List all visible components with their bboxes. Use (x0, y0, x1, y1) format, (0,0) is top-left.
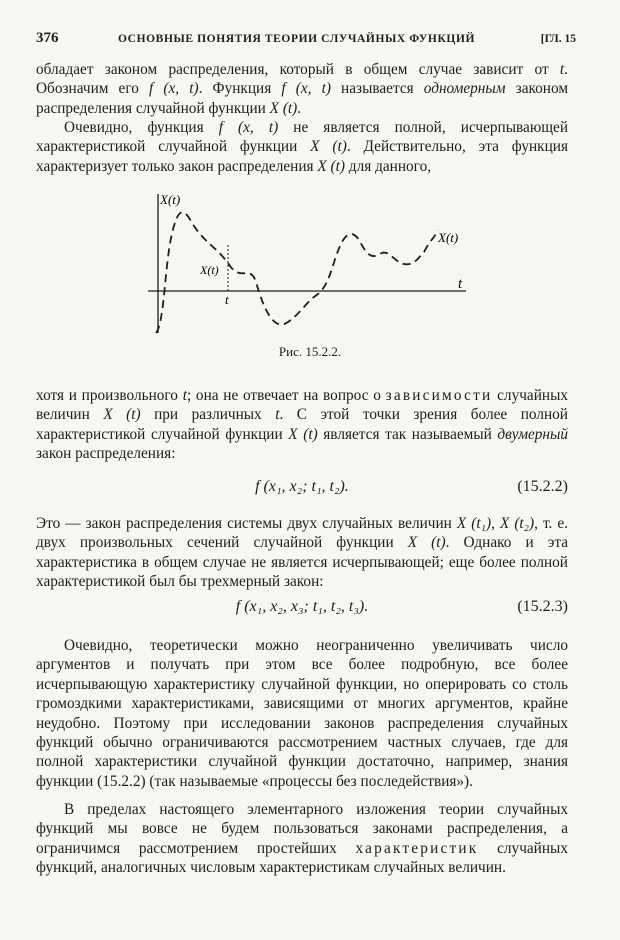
running-title: ОСНОВНЫЕ ПОНЯТИЯ ТЕОРИИ СЛУЧАЙНЫХ ФУНКЦИЙ (118, 33, 476, 45)
section-value-label: X(t) (200, 263, 219, 277)
paragraph-4: Это — закон распределения системы двух случайных величин X (t₁), X (t₂), т. е. двух произвольных сечений случайной функции X (t). Однако и эта характеристика в общем случае не является исчерпывающей; еще более полной характеристикой был бы трехмерный закон: (36, 515, 568, 591)
figure-caption: Рис. 15.2.2. (278, 344, 342, 359)
x-axis-label: t (458, 276, 463, 292)
formula-expression: f (x₁, x₂, x₃; t₁, t₂, t₃). (235, 598, 369, 615)
formula-15-2-3 (36, 598, 568, 620)
formula-15-2-2 (36, 478, 568, 500)
formula-number: (15.2.2) (517, 478, 568, 495)
formula-number: (15.2.3) (517, 598, 568, 615)
chapter-reference: [ГЛ. 15 (540, 33, 576, 45)
paragraph-5: Очевидно, теоретически можно неограниченно увеличивать число аргументов и получать при этом все более подробную, все более исчерпывающую характеристику случайной функции, но оперировать со столь громоздкими характеристиками, зависящими от многих аргументов, крайне неудобно. Поэтому при исследовании законов распределения случайных функций обычно ограничиваются рассмотрением частных случаев, где для полной характеристики случайной функции достаточно, например, знания функции (15.2.2) (так называемые «процессы без последействия»). (36, 637, 568, 790)
spaced-word: зависимости (385, 387, 493, 404)
paragraph-1: обладает законом распределения, который в общем случае зависит от t. Обозначим его f (x, t). Функция f (x, t) называется одномерным законом распределения случайной функции X (t). (36, 61, 569, 117)
page-number: 376 (36, 30, 59, 46)
term-two-dimensional: двумерный (497, 425, 568, 443)
paragraph-2: Очевидно, функция f (x, t) не является полной, исчерпывающей характеристикой случайной функции X (t). Действительно, эта функция характеризует только закон распределения X (t) для данного, (36, 119, 569, 175)
paragraph-3: хотя и произвольного t; она не отвечает на вопрос о зависимости случайных величин X (t) при различных t. С этой точки зрения более полной характеристикой случайной функции X (t) является так называемый двумерный закон распределения: (36, 387, 568, 463)
curve-label: X(t) (438, 230, 459, 245)
random-function-curve (156, 212, 438, 333)
figure-random-function-graph (148, 190, 478, 340)
paragraph-6: В пределах настоящего элементарного изложения теории случайных функций мы вовсе не будем пользоваться законами распределения, а ограничимся рассмотрением простейших характеристик случайных функций, аналогичных числовым характеристикам случайных величин. (36, 801, 568, 877)
spaced-word: характеристик (355, 839, 479, 857)
term-one-dimensional: одномерным (423, 80, 506, 98)
running-header (36, 28, 576, 50)
section-tick-label: t (225, 292, 229, 307)
formula-expression: f (x₁, x₂; t₁, t₂). (255, 478, 349, 495)
y-axis-label: X(t) (160, 192, 181, 207)
